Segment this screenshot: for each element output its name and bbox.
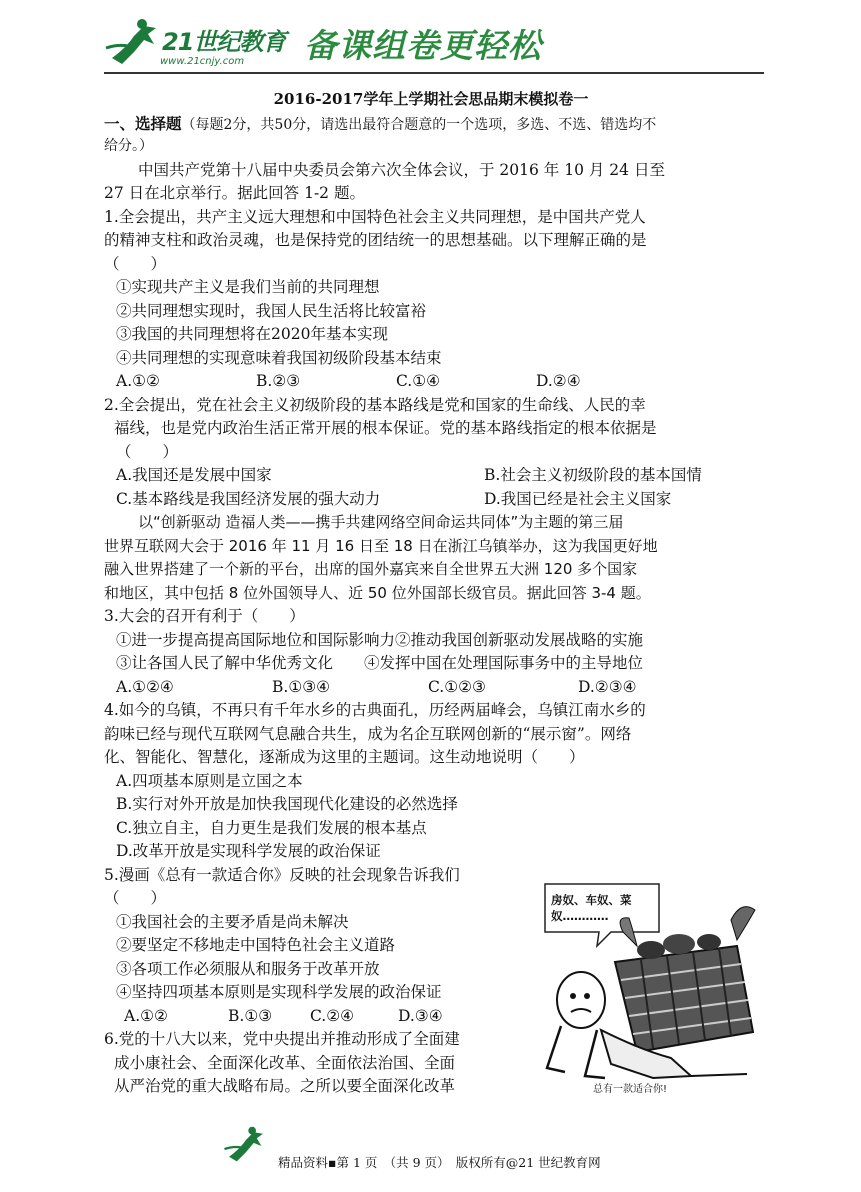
page-header — [104, 18, 764, 76]
header-slogan: 备课组卷更轻松 — [304, 26, 542, 65]
question-2-stem: 福线，也是党内政治生活正常开展的根本保证。党的基本路线指定的根本依据是 — [114, 419, 657, 437]
q5-item: ③各项工作必须服从和服务于改革开放 — [116, 959, 380, 978]
runner-logo-icon — [104, 18, 164, 70]
section-heading — [104, 112, 758, 136]
answer-blank: （ ） — [116, 442, 179, 461]
question-4-stem: 韵味已经与现代互联网气息融合共生，成为名企互联网创新的“展示窗”。网络 — [104, 724, 632, 743]
option-a: A.①② — [124, 1006, 168, 1025]
question-6-stem: 6.党的十八大以来，党中央提出并推动形成了全面建 — [104, 1030, 460, 1048]
logo-url: www.21cnjy.com — [160, 56, 245, 67]
option-a: A.①② — [116, 372, 160, 390]
q5-item: ④坚持四项基本原则是实现科学发展的政治保证 — [116, 983, 442, 1001]
option-d: D.③④ — [398, 1006, 443, 1025]
intro-paragraph: 融入世界搭建了一个新的平台，出席的国外嘉宾来自全世界五大洲 120 多个国家 — [104, 560, 638, 578]
option-c: C.基本路线是我国经济发展的强大动力 — [116, 489, 381, 508]
answer-blank: （ ） — [104, 889, 167, 907]
intro-paragraph: 和地区，其中包括 8 位外国领导人、近 50 位外国部长级官员。据此回答 3-4 题。 — [104, 583, 651, 602]
footer-text: 精品资料▪第 1 页 （共 9 页） 版权所有@21 世纪教育网 — [278, 1155, 601, 1170]
option-d: D.②③④ — [578, 677, 637, 696]
option-b: B.①③④ — [272, 677, 331, 696]
q3-options — [104, 676, 758, 700]
option-d: D.改革开放是实现科学发展的政治保证 — [116, 842, 381, 860]
q3-items: ③让各国人民了解中华优秀文化 ④发挥中国在处理国际事务中的主导地位 — [116, 654, 644, 672]
q1-item: ③我国的共同理想将在2020年基本实现 — [116, 325, 388, 343]
q2-options — [104, 488, 758, 512]
q1-item: ②共同理想实现时，我国人民生活将比较富裕 — [116, 301, 427, 320]
section-note-cont: 给分。） — [104, 138, 153, 154]
section-title: 一、选择题 — [104, 113, 182, 133]
page-footer — [0, 1120, 861, 1180]
intro-paragraph: 世界互联网大会于 2016 年 11 月 16 日至 18 日在浙江乌镇举办，这为我国更好地 — [104, 536, 658, 555]
option-c: C.②④ — [310, 1006, 355, 1025]
q3-items: ①进一步提高提高国际地位和国际影响力②推动我国创新驱动发展战略的实施 — [116, 630, 644, 649]
option-c: C.独立自主，自力更生是我们发展的根本基点 — [116, 818, 427, 837]
question-6-stem: 从严治党的重大战略布局。之所以要全面深化改革 — [114, 1077, 456, 1095]
cartoon-caption: 总有一款适合你! — [593, 1084, 668, 1095]
option-b: B.②③ — [256, 372, 301, 390]
option-d: D.我国已经是社会主义国家 — [484, 489, 672, 508]
cartoon-illustration — [541, 880, 769, 1098]
question-1-stem: 的精神支柱和政治灵魂，也是保持党的团结统一的思想基础。以下理解正确的是 — [104, 231, 647, 249]
q1-item: ④共同理想的实现意味着我国初级阶段基本结束 — [116, 348, 442, 367]
option-a: A.我国还是发展中国家 — [116, 466, 272, 484]
option-d: D.②④ — [536, 372, 581, 390]
option-b: B.实行对外开放是加快我国现代化建设的必然选择 — [116, 795, 458, 813]
option-b: B.①③ — [228, 1006, 273, 1025]
question-5-stem: 5.漫画《总有一款适合你》反映的社会现象告诉我们 — [104, 865, 460, 884]
option-a: A.①②④ — [116, 677, 174, 696]
question-3-stem: 3.大会的召开有利于（ ） — [104, 607, 305, 625]
answer-blank: （ ） — [104, 254, 167, 273]
option-b: B.社会主义初级阶段的基本国情 — [484, 466, 702, 484]
q5-item: ②要坚定不移地走中国特色社会主义道路 — [116, 936, 396, 954]
option-c: C.①②③ — [428, 677, 486, 696]
question-4-stem: 化、智能化、智慧化，逐渐成为这里的主题词。这生动地说明（ ） — [104, 748, 585, 766]
intro-paragraph: 中国共产党第十八届中央委员会第六次全体会议，于 2016 年 10 月 24 日至 — [138, 160, 665, 179]
option-a: A.四项基本原则是立国之本 — [116, 771, 303, 790]
option-c: C.①④ — [396, 372, 441, 390]
question-4-stem: 4.如今的乌镇，不再只有千年水乡的古典面孔，历经两届峰会，乌镇江南水乡的 — [104, 701, 646, 719]
section-note: （每题2分，共50分，请选出最符合题意的一个选项，多选、不选、错选均不 — [181, 116, 657, 133]
runner-logo-icon — [220, 1126, 272, 1166]
q2-options — [104, 464, 758, 488]
intro-paragraph: 以“创新驱动 造福人类——携手共建网络空间命运共同体”为主题的第三届 — [138, 513, 624, 531]
cartoon-bubble-text: 房奴、车奴、菜奴………… — [551, 893, 632, 923]
question-2-stem: 2.全会提出，党在社会主义初级阶段的基本路线是党和国家的生命线、人民的幸 — [104, 395, 646, 414]
intro-paragraph: 27 日在北京举行。据此回答 1-2 题。 — [104, 184, 365, 202]
question-1-stem: 1.全会提出，共产主义远大理想和中国特色社会主义共同理想，是中国共产党人 — [104, 207, 646, 226]
q1-options — [104, 370, 758, 394]
page-title: 2016-2017学年上学期社会思品期末模拟卷一 — [273, 90, 589, 108]
q1-item: ①实现共产主义是我们当前的共同理想 — [116, 278, 380, 296]
q5-item: ①我国社会的主要矛盾是尚未解决 — [116, 912, 349, 931]
question-6-stem: 成小康社会、全面深化改革、全面依法治国、全面 — [114, 1053, 456, 1072]
header-divider — [104, 72, 764, 74]
logo-text: 21世纪教育 — [162, 28, 286, 56]
